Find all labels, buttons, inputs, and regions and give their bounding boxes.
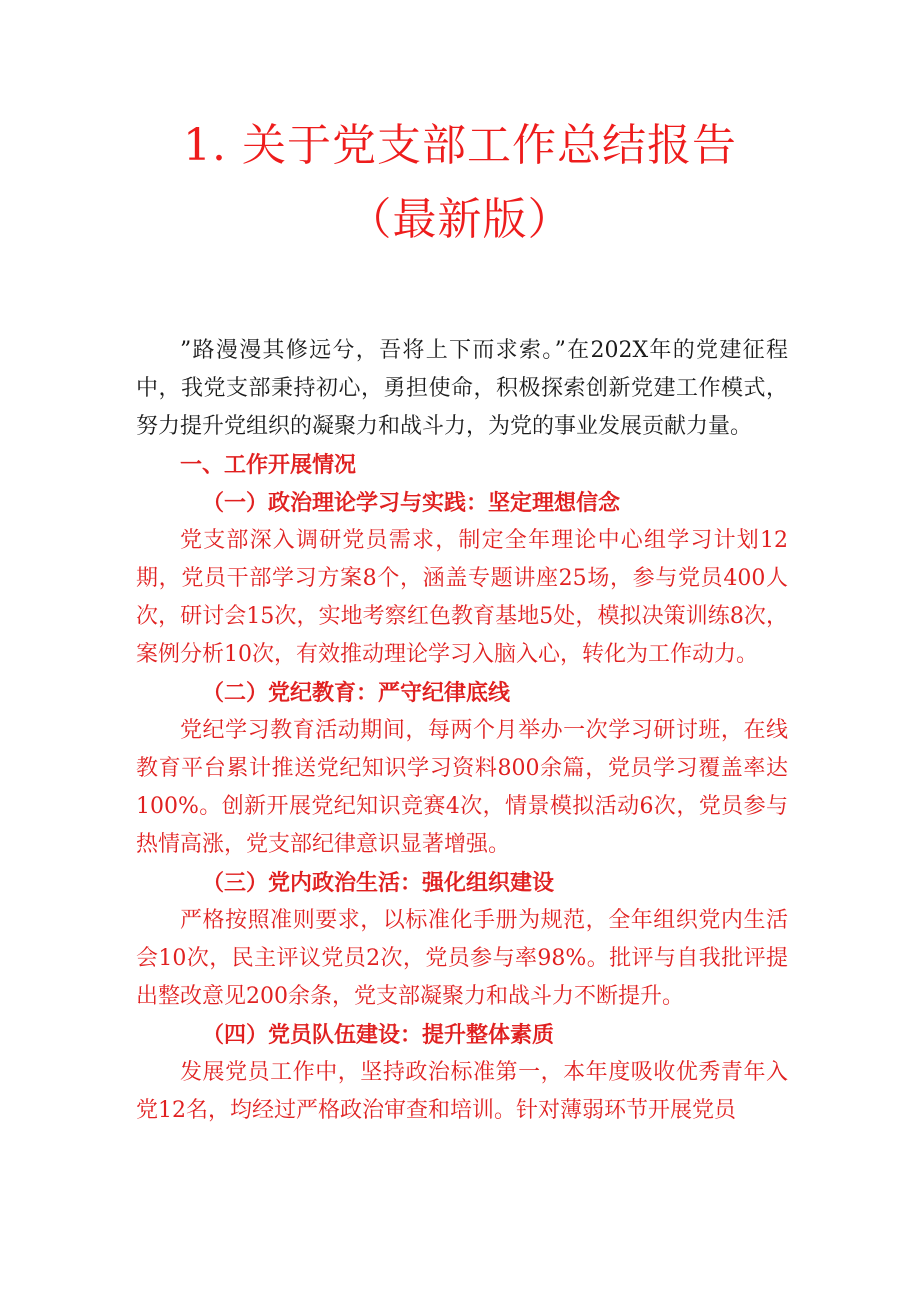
- section-heading-work-status: 一、工作开展情况: [180, 452, 357, 478]
- paragraph-theory-study: 党支部深入调研党员需求，制定全年理论中心组学习计划12期，党员干部学习方案8个，涵盖专题讲座25场，参与党员400人次，研讨会15次，实地考察红色教育基地5处，模拟决策训练8次，案例分析10次，有效推动理论学习入脑入心，转化为工作动力。: [136, 528, 788, 667]
- subsection-heading-theory-study: （一）政治理论学习与实践：坚定理想信念: [202, 490, 621, 516]
- document-body: [136, 332, 788, 1130]
- document-subtitle: （最新版）: [347, 194, 573, 245]
- paragraph-political-life: 严格按照准则要求，以标准化手册为规范，全年组织党内生活会10次，民主评议党员2次，党员参与率98%。批评与自我批评提出整改意见200余条，党支部凝聚力和战斗力不断提升。: [136, 908, 788, 1009]
- intro-paragraph: ”路漫漫其修远兮，吾将上下而求索。”在202X年的党建征程中，我党支部秉持初心，勇担使命，积极探索创新党建工作模式，努力提升党组织的凝聚力和战斗力，为党的事业发展贡献力量。: [136, 338, 788, 439]
- subsection-heading-discipline-education: （二）党纪教育：严守纪律底线: [202, 680, 511, 706]
- subsection-heading-political-life: （三）党内政治生活：强化组织建设: [202, 870, 555, 896]
- document-title: 1. 关于党支部工作总结报告: [183, 120, 737, 171]
- paragraph-discipline-education: 党纪学习教育活动期间，每两个月举办一次学习研讨班，在线教育平台累计推送党纪知识学习资料800余篇，党员学习覆盖率达100%。创新开展党纪知识竞赛4次，情景模拟活动6次，党员参与热情高涨，党支部纪律意识显著增强。: [136, 718, 788, 857]
- paragraph-member-team: 发展党员工作中，坚持政治标准第一，本年度吸收优秀青年入党12名，均经过严格政治审查和培训。针对薄弱环节开展党员: [136, 1060, 788, 1123]
- subsection-heading-member-team: （四）党员队伍建设：提升整体素质: [202, 1022, 555, 1048]
